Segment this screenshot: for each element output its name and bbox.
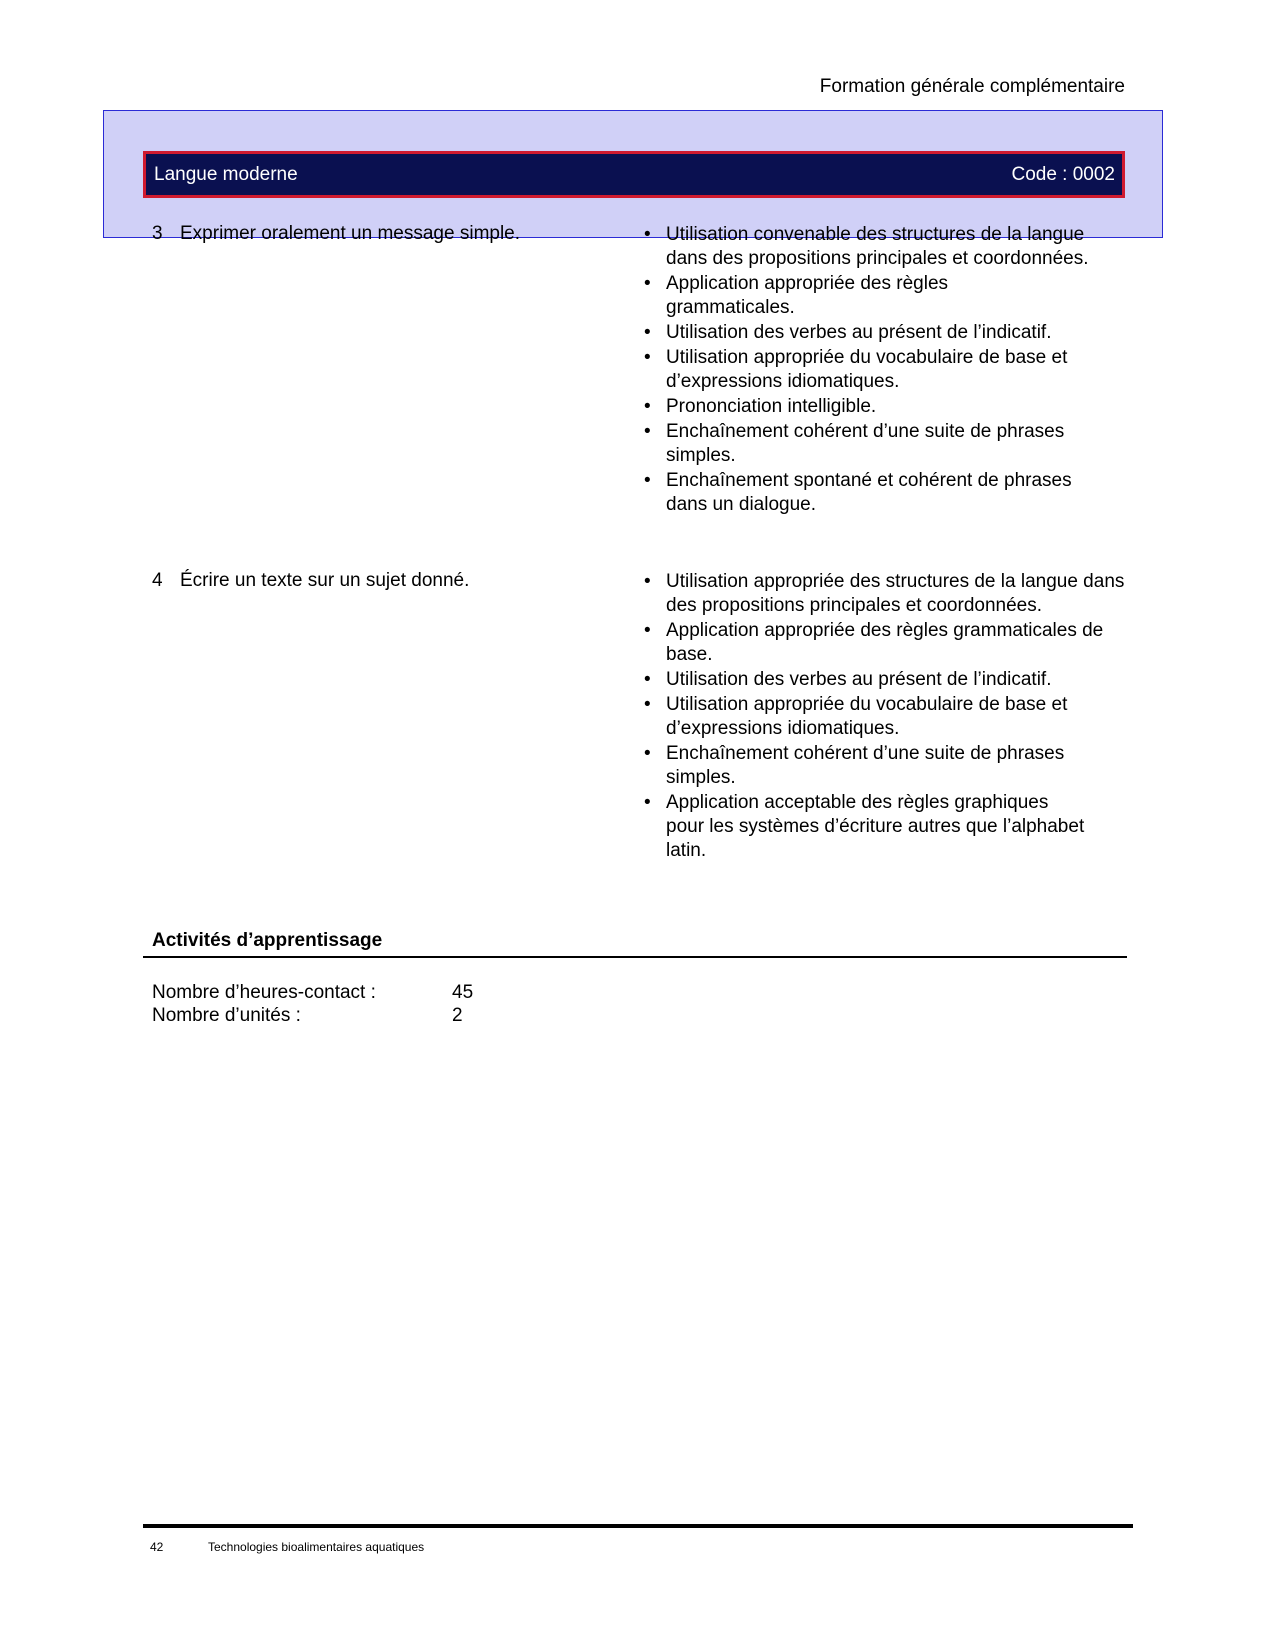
objective-text: Écrire un texte sur un sujet donné.: [180, 570, 470, 591]
course-title-bar: [143, 151, 1125, 198]
criterion-item: • Application appropriée des règles grammaticales de base.: [644, 620, 1104, 665]
bullet-icon: •: [644, 694, 651, 715]
bullet-icon: •: [644, 792, 651, 813]
objective-number: 4: [152, 570, 163, 591]
bullet-icon: •: [644, 620, 651, 641]
bullet-icon: •: [644, 396, 651, 417]
criterion-item: • Enchaînement cohérent d’une suite de phrases simples.: [644, 421, 1065, 466]
criterion-item: • Application acceptable des règles graphiques pour les systèmes d’écriture autres que l’alphabet latin.: [644, 792, 1085, 861]
page-number: 42: [150, 1540, 164, 1554]
footer-rule: [143, 1524, 1133, 1528]
criteria-list: [644, 570, 1132, 864]
activities-title: Activités d’apprentissage: [152, 930, 383, 951]
criterion-item: • Utilisation des verbes au présent de l’indicatif.: [644, 322, 1052, 343]
bullet-icon: •: [644, 224, 651, 245]
bullet-icon: •: [644, 421, 651, 442]
page-footer: [150, 1540, 424, 1554]
criteria-list: [644, 223, 1132, 518]
units-value: 2: [452, 1005, 463, 1026]
contact-hours-label: Nombre d’heures-contact :: [152, 982, 376, 1003]
objective-text: Exprimer oralement un message simple.: [180, 223, 521, 244]
criterion-item: • Application appropriée des règles grammaticales.: [644, 273, 949, 318]
criterion-item: • Prononciation intelligible.: [644, 396, 877, 417]
criterion-item: • Utilisation appropriée du vocabulaire de base et d’expressions idiomatiques.: [644, 694, 1068, 739]
criterion-item: • Enchaînement spontané et cohérent de phrases dans un dialogue.: [644, 470, 1072, 515]
section-divider: [143, 956, 1127, 958]
criterion-item: • Utilisation appropriée du vocabulaire de base et d’expressions idiomatiques.: [644, 347, 1068, 392]
course-title: Langue moderne: [154, 163, 298, 185]
bullet-icon: •: [644, 571, 651, 592]
bullet-icon: •: [644, 669, 651, 690]
bullet-icon: •: [644, 743, 651, 764]
criterion-item: • Utilisation appropriée des structures de la langue dans des propositions principales et coordonnées.: [644, 571, 1125, 616]
program-name: Technologies bioalimentaires aquatiques: [208, 1540, 425, 1554]
objective-4: [152, 570, 1132, 864]
criterion-item: • Utilisation des verbes au présent de l’indicatif.: [644, 669, 1052, 690]
units: [152, 1005, 463, 1027]
course-code: Code : 0002: [1011, 163, 1115, 185]
criterion-item: • Enchaînement cohérent d’une suite de phrases simples.: [644, 743, 1065, 788]
bullet-icon: •: [644, 322, 651, 343]
contact-hours: [152, 982, 473, 1004]
objective-number: 3: [152, 223, 163, 244]
units-label: Nombre d’unités :: [152, 1005, 301, 1026]
objective-3: [152, 223, 1132, 518]
criterion-item: • Utilisation convenable des structures de la langue dans des propositions principales et coordonnées.: [644, 224, 1089, 269]
bullet-icon: •: [644, 273, 651, 294]
running-header: Formation générale complémentaire: [819, 76, 1125, 97]
bullet-icon: •: [644, 347, 651, 368]
bullet-icon: •: [644, 470, 651, 491]
contact-hours-value: 45: [452, 982, 474, 1003]
